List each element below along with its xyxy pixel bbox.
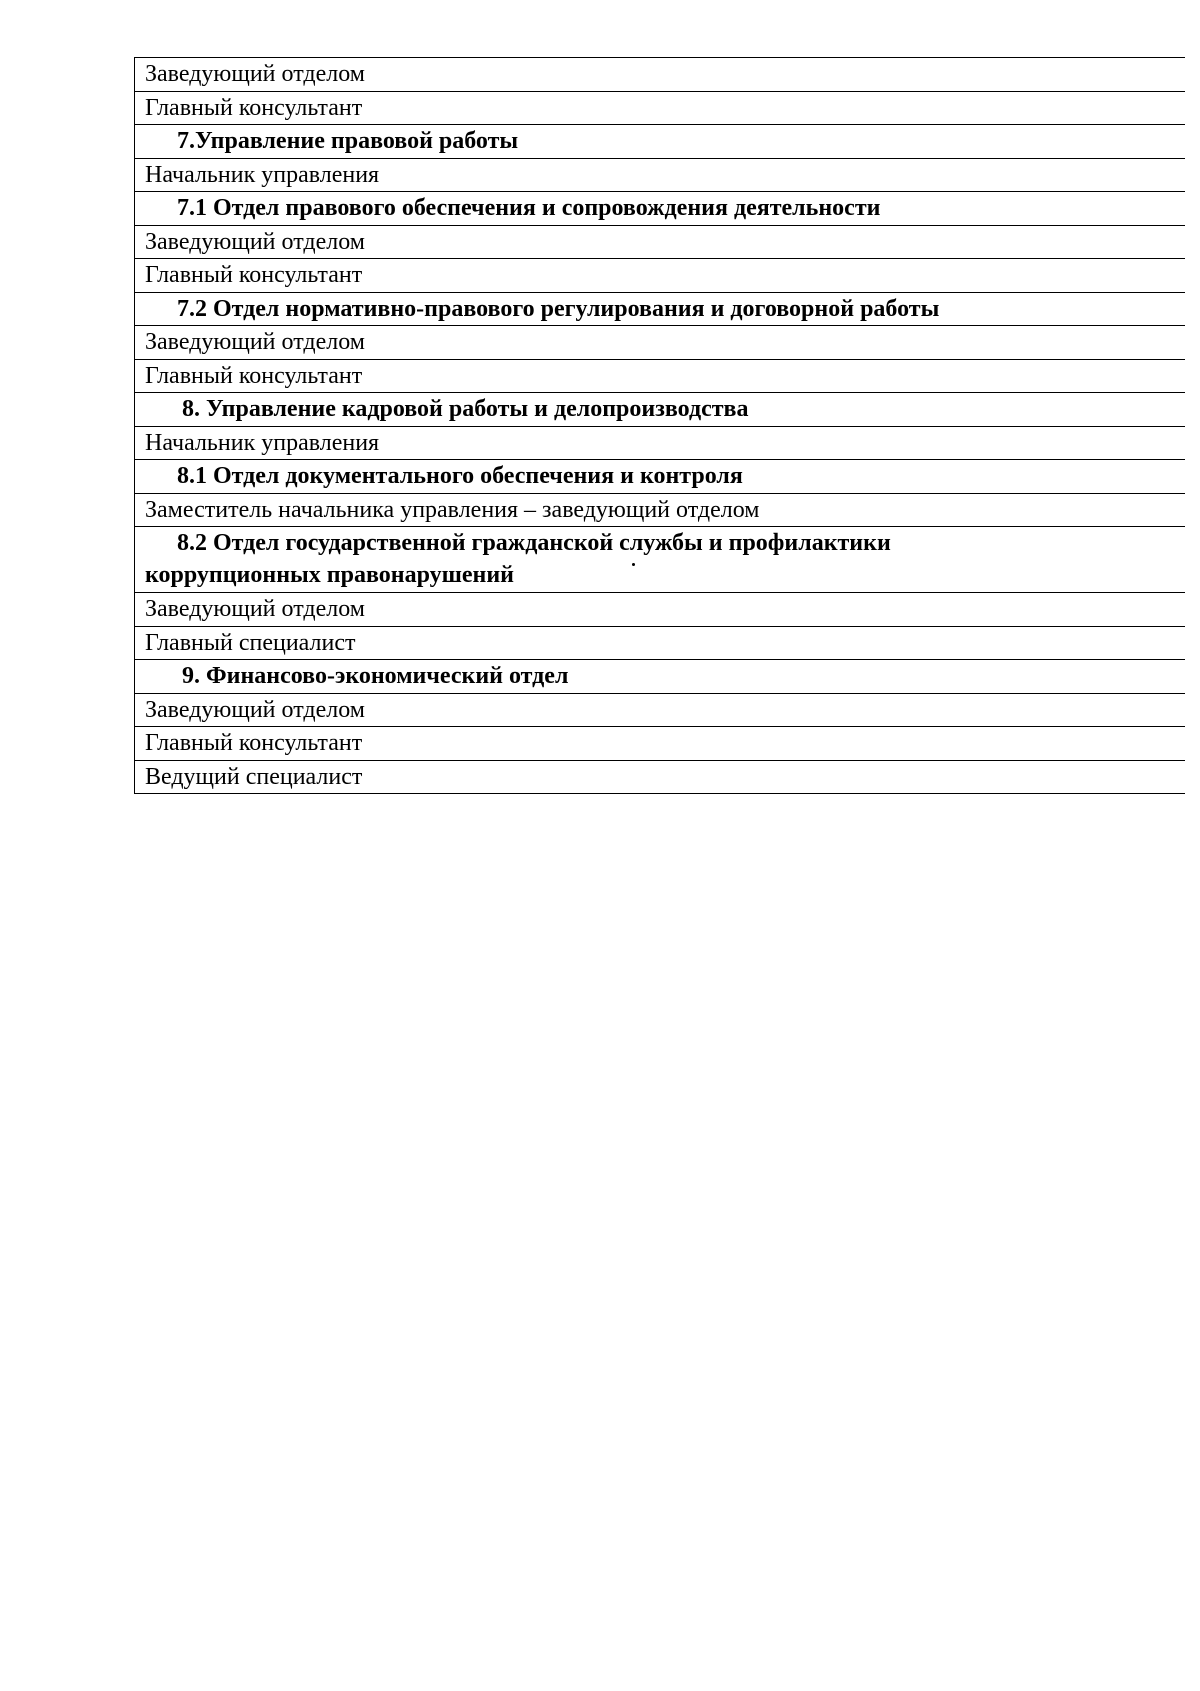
position-row: Главный консультант: [135, 92, 1185, 126]
position-row: Заведующий отделом: [135, 58, 1185, 92]
scan-speck: [632, 563, 635, 566]
position-row: Главный специалист: [135, 627, 1185, 661]
section-heading-row: 8. Управление кадровой работы и делопроизводства: [135, 393, 1185, 427]
section-heading-line-1: 8.2 Отдел государственной гражданской службы и профилактики: [177, 530, 891, 556]
position-row: Главный консультант: [135, 727, 1185, 761]
position-row: Начальник управления: [135, 159, 1185, 193]
section-heading-row: 9. Финансово-экономический отдел: [135, 660, 1185, 694]
section-heading-row: [135, 527, 1185, 593]
staff-positions-table: [134, 57, 1185, 794]
position-row: Заведующий отделом: [135, 326, 1185, 360]
section-heading-row: 7.1 Отдел правового обеспечения и сопровождения деятельности: [135, 192, 1185, 226]
position-row: Ведущий специалист: [135, 761, 1185, 795]
position-row: Заведующий отделом: [135, 226, 1185, 260]
position-row: Заместитель начальника управления – заведующий отделом: [135, 494, 1185, 528]
position-row: Заведующий отделом: [135, 694, 1185, 728]
section-heading-row: 7.Управление правовой работы: [135, 125, 1185, 159]
position-row: Главный консультант: [135, 360, 1185, 394]
section-heading-line-2: коррупционных правонарушений: [145, 562, 514, 588]
section-heading-row: 8.1 Отдел документального обеспечения и контроля: [135, 460, 1185, 494]
position-row: Начальник управления: [135, 427, 1185, 461]
position-row: Заведующий отделом: [135, 593, 1185, 627]
position-row: Главный консультант: [135, 259, 1185, 293]
section-heading-row: 7.2 Отдел нормативно-правового регулирования и договорной работы: [135, 293, 1185, 327]
